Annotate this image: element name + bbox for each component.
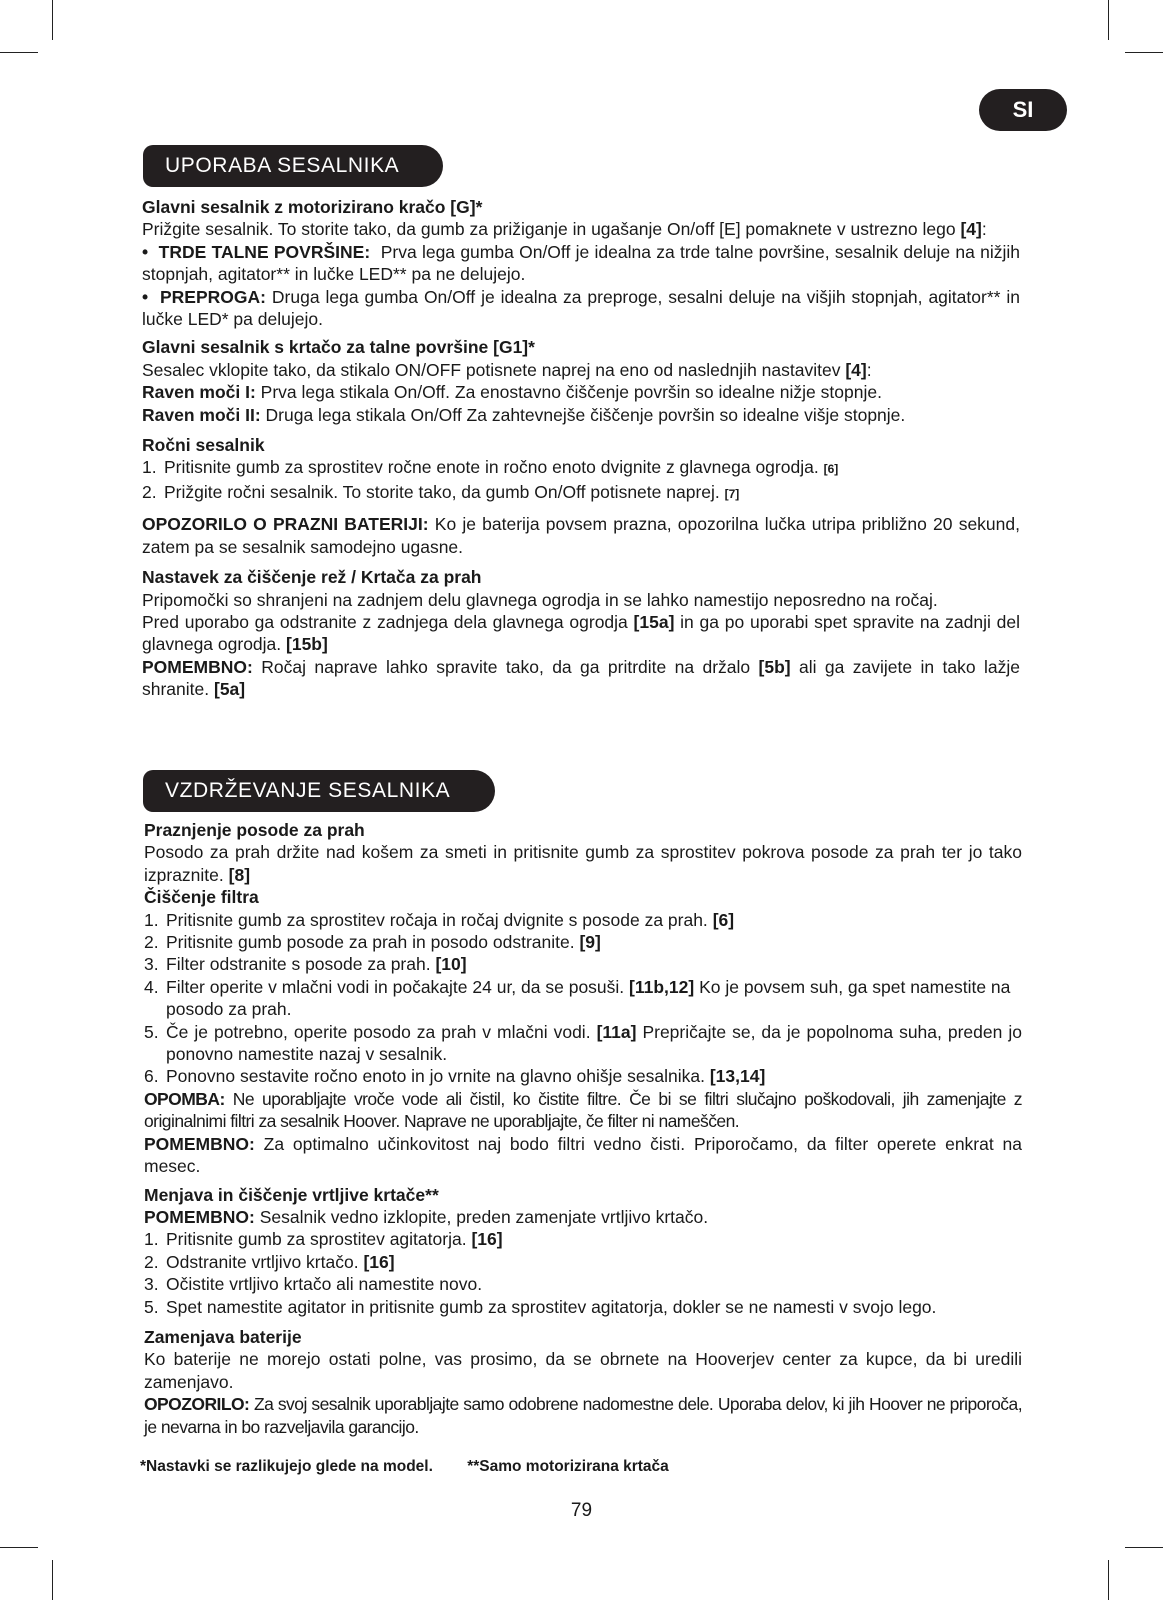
crevice-paragraph-1: Pripomočki so shranjeni na zadnjem delu glavnega ogrodja in se lahko namestijo neposredno na ročaj. [142, 589, 938, 610]
crop-mark [1108, 1560, 1109, 1600]
subheading-brushroll: Menjava in čiščenje vrtljive krtače** [144, 1184, 439, 1205]
footnotes [140, 1458, 669, 1476]
section-title-usage [143, 145, 443, 187]
list-item: 5. Spet namestite agitator in pritisnite gumb za sprostitev agitatorja, dokler se ne namesti v svojo lego. [144, 1296, 937, 1317]
section-title-text: UPORABA SESALNIKA [165, 154, 400, 177]
battery-text: Ko baterije ne morejo ostati polne, vas prosimo, da se obrnete na Hooverjev center za kupce, da bi uredili zamenjavo. [144, 1349, 1022, 1392]
list-item: 2. Prižgite ročni sesalnik. To storite tako, da gumb On/Off potisnete naprej. [7] [142, 481, 740, 502]
list-item: 1. Pritisnite gumb za sprostitev ročne enote in ročno enoto dvignite z glavnega ogrodja. [6] [142, 457, 839, 478]
bullet-carpet: • PREPROGA: Druga lega gumba On/Off je idealna za preproge, sesalni deluje na višjih stopnjah, agitator** in lučke LED* pa delujejo. [142, 286, 1020, 330]
crop-mark [1125, 52, 1163, 53]
motor-intro: Prižgite sesalnik. To storite tako, da gumb za prižiganje in ugašanje On/off [E] pomaknete v ustrezno lego [4]: [142, 219, 987, 240]
important-filter: POMEMBNO: Za optimalno učinkovitost naj bodo filtri vedno čisti. Priporočamo, da filter operete enkrat na mesec. [144, 1133, 1022, 1177]
page-number: 79 [570, 1500, 593, 1521]
subheading-battery: Zamenjava baterije [144, 1326, 302, 1347]
crop-mark [1108, 0, 1109, 40]
crop-mark [0, 52, 38, 53]
list-item: 6. Ponovno sestavite ročno enoto in jo vrnite na glavno ohišje sesalnika. [13,14] [144, 1066, 766, 1087]
list-item: 4. Filter operite v mlačni vodi in počakajte 24 ur, da se posuši. [11b,12] Ko je povsem suh, ga spet namestite na posodo za prah. [144, 976, 1011, 1020]
list-item: 3. Očistite vrtljivo krtačo ali namestite novo. [144, 1274, 483, 1295]
list-item: 2. Pritisnite gumb posode za prah in posodo odstranite. [9] [144, 932, 601, 953]
power-level-2: Raven moči II: Druga lega stikala On/Off Za zahtevnejše čiščenje površin so idealne višje stopnje. [142, 404, 906, 425]
list-item: 1. Pritisnite gumb za sprostitev agitatorja. [16] [144, 1229, 503, 1250]
language-badge: SI [979, 89, 1067, 131]
empty-bin-text: Posodo za prah držite nad košem za smeti in pritisnite gumb za sprostitev pokrova posode za prah ter jo tako izpraznite. [8] [144, 842, 1022, 885]
warning-paragraph: OPOZORILO: Za svoj sesalnik uporabljajte samo odobrene nadomestne dele. Uporaba delov, ki jih Hoover ne priporoča, je nevarna in bo razveljavila garancijo. [144, 1394, 1023, 1437]
footnote-2: **Samo motorizirana krtača [467, 1458, 669, 1475]
battery-warning: OPOZORILO O PRAZNI BATERIJI: Ko je baterija povsem prazna, opozorilna lučka utripa približno 20 sekund, zatem pa se sesalnik samodejno ugasne. [142, 514, 1020, 557]
crop-mark [1125, 1547, 1163, 1548]
section-title-text: VZDRŽEVANJE SESALNIKA [165, 779, 451, 802]
section-title-maintenance [143, 770, 495, 812]
list-item: 2. Odstranite vrtljivo krtačo. [16] [144, 1251, 395, 1272]
important-brushroll: POMEMBNO: Sesalnik vedno izklopite, preden zamenjate vrtljivo krtačo. [144, 1206, 709, 1227]
note-paragraph: OPOMBA: Ne uporabljajte vroče vode ali čistil, ko čistite filtre. Če bi se filtri slučajno poškodovali, jih zamenjajte z originalnimi filtri za sesalnik Hoover. Naprave ne uporabljajte, če filter ni nameščen. [144, 1088, 1022, 1132]
subheading-crevice: Nastavek za čiščenje rež / Krtača za prah [142, 567, 482, 588]
crop-mark [52, 0, 53, 40]
maintenance-content [144, 819, 1022, 1438]
footnote-1: *Nastavki se razlikujejo glede na model. [140, 1458, 433, 1475]
subheading-empty-bin: Praznjenje posode za prah [144, 820, 365, 840]
crop-mark [52, 1560, 53, 1600]
crop-mark [0, 1547, 38, 1548]
list-item: 1. Pritisnite gumb za sprostitev ročaja in ročaj dvignite s posode za prah. [6] [144, 909, 735, 930]
floor-intro: Sesalec vklopite tako, da stikalo ON/OFF potisnete naprej na eno od naslednjih nastavitev [4]: [142, 359, 872, 380]
subheading-floor-brush: Glavni sesalnik s krtačo za talne površine [G1]* [142, 337, 535, 358]
subheading-filter: Čiščenje filtra [144, 887, 259, 908]
bullet-hard-floors: • TRDE TALNE POVRŠINE: Prva lega gumba On/Off je idealna za trde talne površine, sesalnik deluje na nižjih stopnjah, agitator** in lučke LED** pa ne delujejo. [142, 241, 1020, 285]
list-item: 5. Če je potrebno, operite posodo za prah v mlačni vodi. [11a] Prepričajte se, da je popolnoma suha, preden jo ponovno namestite nazaj v sesalnik. [144, 1021, 1022, 1065]
important-note: POMEMBNO: Ročaj naprave lahko spravite tako, da ga pritrdite na držalo [5b] ali ga zavijete in tako lažje shranite. [5a] [142, 656, 1020, 700]
crevice-paragraph-2: Pred uporabo ga odstranite z zadnjega dela glavnega ogrodja [15a] in ga po uporabi spet spravite na zadnji del glavnega ogrodja. [15b] [142, 611, 1020, 655]
list-item: 3. Filter odstranite s posode za prah. [10] [144, 954, 467, 975]
power-level-1: Raven moči I: Prva lega stikala On/Off. Za enostavno čiščenje površin so idealne nižje stopnje. [142, 382, 882, 403]
usage-content [142, 196, 1020, 701]
subheading-handheld: Ročni sesalnik [142, 435, 265, 456]
subheading-motor-brush: Glavni sesalnik z motorizirano kračo [G]* [142, 197, 483, 217]
